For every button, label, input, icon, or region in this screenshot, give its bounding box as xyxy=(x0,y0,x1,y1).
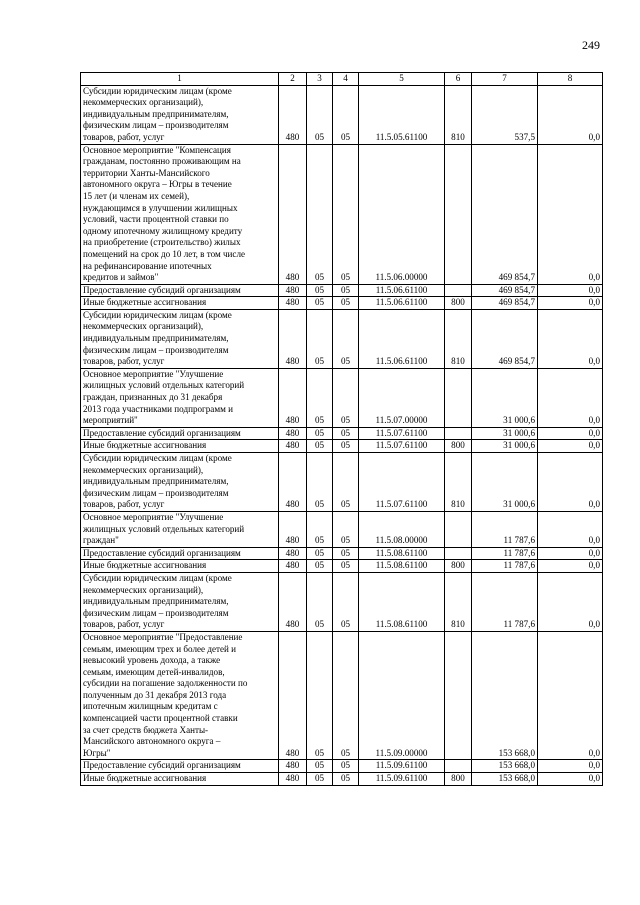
row-target-article-cell: 11.5.07.61100 xyxy=(359,440,445,453)
table-row xyxy=(81,453,603,512)
row-name-cell: Предоставление субсидий организациям xyxy=(81,760,279,773)
column-header: 8 xyxy=(538,73,603,86)
row-amount-cell: 469 854,7 xyxy=(472,297,538,310)
row-amount-2-cell: 0,0 xyxy=(538,297,603,310)
row-code-cell: 480 xyxy=(279,560,307,573)
row-subsection-cell: 05 xyxy=(333,144,359,284)
row-amount-2-cell: 0,0 xyxy=(538,309,603,368)
row-code-cell: 480 xyxy=(279,309,307,368)
row-expense-type-cell xyxy=(445,511,472,547)
table-row xyxy=(81,560,603,573)
row-target-article-cell: 11.5.08.61100 xyxy=(359,572,445,631)
row-subsection-cell: 05 xyxy=(333,572,359,631)
row-section-cell: 05 xyxy=(307,85,333,144)
row-amount-2-cell: 0,0 xyxy=(538,511,603,547)
row-section-cell: 05 xyxy=(307,297,333,310)
row-name-cell: Основное мероприятие "Улучшение жилищных условий отдельных категорий граждан" xyxy=(81,511,279,547)
table-row xyxy=(81,440,603,453)
row-subsection-cell: 05 xyxy=(333,560,359,573)
table-row xyxy=(81,368,603,427)
row-amount-cell: 537,5 xyxy=(472,85,538,144)
row-name-cell: Субсидии юридическим лицам (кроме некоммерческих организаций), индивидуальным предпринимателям, физическим лицам – производителям товаров, работ, услуг xyxy=(81,309,279,368)
row-amount-cell: 11 787,6 xyxy=(472,511,538,547)
row-amount-cell: 153 668,0 xyxy=(472,631,538,760)
row-code-cell: 480 xyxy=(279,453,307,512)
row-subsection-cell: 05 xyxy=(333,427,359,440)
row-target-article-cell: 11.5.07.00000 xyxy=(359,368,445,427)
row-amount-cell: 469 854,7 xyxy=(472,144,538,284)
row-subsection-cell: 05 xyxy=(333,547,359,560)
row-target-article-cell: 11.5.06.61100 xyxy=(359,297,445,310)
row-expense-type-cell xyxy=(445,284,472,297)
table-row xyxy=(81,284,603,297)
row-code-cell: 480 xyxy=(279,144,307,284)
column-header: 3 xyxy=(307,73,333,86)
row-code-cell: 480 xyxy=(279,572,307,631)
table-row xyxy=(81,511,603,547)
row-name-cell: Иные бюджетные ассигнования xyxy=(81,440,279,453)
row-code-cell: 480 xyxy=(279,297,307,310)
table-row xyxy=(81,773,603,786)
row-section-cell: 05 xyxy=(307,572,333,631)
row-subsection-cell: 05 xyxy=(333,453,359,512)
row-expense-type-cell: 810 xyxy=(445,85,472,144)
row-amount-cell: 153 668,0 xyxy=(472,760,538,773)
row-target-article-cell: 11.5.07.61100 xyxy=(359,427,445,440)
row-subsection-cell: 05 xyxy=(333,773,359,786)
row-expense-type-cell: 800 xyxy=(445,440,472,453)
row-subsection-cell: 05 xyxy=(333,631,359,760)
table-row xyxy=(81,144,603,284)
row-section-cell: 05 xyxy=(307,144,333,284)
row-section-cell: 05 xyxy=(307,760,333,773)
budget-table xyxy=(80,72,603,786)
table-row xyxy=(81,297,603,310)
row-subsection-cell: 05 xyxy=(333,760,359,773)
row-amount-2-cell: 0,0 xyxy=(538,572,603,631)
row-target-article-cell: 11.5.05.61100 xyxy=(359,85,445,144)
row-code-cell: 480 xyxy=(279,368,307,427)
row-amount-2-cell: 0,0 xyxy=(538,760,603,773)
row-code-cell: 480 xyxy=(279,440,307,453)
row-section-cell: 05 xyxy=(307,284,333,297)
row-amount-2-cell: 0,0 xyxy=(538,560,603,573)
row-name-cell: Предоставление субсидий организациям xyxy=(81,547,279,560)
row-expense-type-cell: 810 xyxy=(445,309,472,368)
row-name-cell: Субсидии юридическим лицам (кроме некоммерческих организаций), индивидуальным предпринимателям, физическим лицам – производителям товаров, работ, услуг xyxy=(81,453,279,512)
row-amount-cell: 153 668,0 xyxy=(472,773,538,786)
row-target-article-cell: 11.5.08.61100 xyxy=(359,560,445,573)
row-code-cell: 480 xyxy=(279,760,307,773)
row-code-cell: 480 xyxy=(279,427,307,440)
row-name-cell: Субсидии юридическим лицам (кроме некоммерческих организаций), индивидуальным предпринимателям, физическим лицам – производителям товаров, работ, услуг xyxy=(81,572,279,631)
row-amount-2-cell: 0,0 xyxy=(538,85,603,144)
row-subsection-cell: 05 xyxy=(333,309,359,368)
row-amount-2-cell: 0,0 xyxy=(538,427,603,440)
row-section-cell: 05 xyxy=(307,368,333,427)
row-section-cell: 05 xyxy=(307,547,333,560)
row-expense-type-cell: 800 xyxy=(445,773,472,786)
row-amount-cell: 11 787,6 xyxy=(472,560,538,573)
row-section-cell: 05 xyxy=(307,453,333,512)
row-amount-cell: 11 787,6 xyxy=(472,547,538,560)
row-expense-type-cell: 810 xyxy=(445,453,472,512)
row-section-cell: 05 xyxy=(307,631,333,760)
row-name-cell: Основное мероприятие "Компенсация гражданам, постоянно проживающим на территории Ханты-Мансийского автономного округа – Югры в течение 15 лет (и членам их семей), нуждающимся в улучшении жилищных условий, части процентной ставки по одному ипотечному жилищному кредиту на приобретение (строительство) жилых помещений на срок до 10 лет, в том числе на рефинансирование ипотечных кредитов и займов" xyxy=(81,144,279,284)
row-expense-type-cell xyxy=(445,631,472,760)
row-target-article-cell: 11.5.06.61100 xyxy=(359,284,445,297)
row-expense-type-cell: 810 xyxy=(445,572,472,631)
row-subsection-cell: 05 xyxy=(333,284,359,297)
row-amount-2-cell: 0,0 xyxy=(538,547,603,560)
row-amount-cell: 469 854,7 xyxy=(472,309,538,368)
row-subsection-cell: 05 xyxy=(333,440,359,453)
row-section-cell: 05 xyxy=(307,511,333,547)
row-amount-2-cell: 0,0 xyxy=(538,773,603,786)
row-amount-2-cell: 0,0 xyxy=(538,144,603,284)
column-header: 6 xyxy=(445,73,472,86)
row-section-cell: 05 xyxy=(307,773,333,786)
column-header: 2 xyxy=(279,73,307,86)
row-code-cell: 480 xyxy=(279,284,307,297)
row-amount-cell: 31 000,6 xyxy=(472,427,538,440)
column-header: 5 xyxy=(359,73,445,86)
row-amount-cell: 11 787,6 xyxy=(472,572,538,631)
row-amount-cell: 31 000,6 xyxy=(472,453,538,512)
row-code-cell: 480 xyxy=(279,631,307,760)
row-expense-type-cell xyxy=(445,547,472,560)
row-target-article-cell: 11.5.09.00000 xyxy=(359,631,445,760)
header-row xyxy=(81,73,603,86)
table-row xyxy=(81,85,603,144)
row-target-article-cell: 11.5.06.61100 xyxy=(359,309,445,368)
row-code-cell: 480 xyxy=(279,773,307,786)
row-amount-cell: 31 000,6 xyxy=(472,368,538,427)
row-name-cell: Основное мероприятие "Предоставление семьям, имеющим трех и более детей и невысокий уровень дохода, а также семьям, имеющим детей-инвалидов, субсидии на погашение задолженности по полученным до 31 декабря 2013 года ипотечным жилищным кредитам с компенсацией части процентной ставки за счет средств бюджета Ханты- Мансийского автономного округа – Югры" xyxy=(81,631,279,760)
row-target-article-cell: 11.5.09.61100 xyxy=(359,760,445,773)
table-row xyxy=(81,760,603,773)
row-amount-2-cell: 0,0 xyxy=(538,631,603,760)
row-expense-type-cell xyxy=(445,427,472,440)
row-name-cell: Субсидии юридическим лицам (кроме некоммерческих организаций), индивидуальным предпринимателям, физическим лицам – производителям товаров, работ, услуг xyxy=(81,85,279,144)
row-subsection-cell: 05 xyxy=(333,511,359,547)
row-target-article-cell: 11.5.08.61100 xyxy=(359,547,445,560)
page-number: 249 xyxy=(582,38,600,52)
row-code-cell: 480 xyxy=(279,511,307,547)
table-row xyxy=(81,309,603,368)
row-amount-2-cell: 0,0 xyxy=(538,453,603,512)
row-amount-2-cell: 0,0 xyxy=(538,368,603,427)
row-target-article-cell: 11.5.09.61100 xyxy=(359,773,445,786)
row-subsection-cell: 05 xyxy=(333,297,359,310)
row-expense-type-cell xyxy=(445,368,472,427)
row-code-cell: 480 xyxy=(279,85,307,144)
row-amount-2-cell: 0,0 xyxy=(538,284,603,297)
row-name-cell: Иные бюджетные ассигнования xyxy=(81,560,279,573)
row-section-cell: 05 xyxy=(307,440,333,453)
column-header: 1 xyxy=(81,73,279,86)
row-name-cell: Предоставление субсидий организациям xyxy=(81,284,279,297)
row-expense-type-cell: 800 xyxy=(445,297,472,310)
table-row xyxy=(81,547,603,560)
row-code-cell: 480 xyxy=(279,547,307,560)
row-section-cell: 05 xyxy=(307,309,333,368)
row-amount-cell: 31 000,6 xyxy=(472,440,538,453)
table-row xyxy=(81,572,603,631)
row-expense-type-cell: 800 xyxy=(445,560,472,573)
row-name-cell: Иные бюджетные ассигнования xyxy=(81,297,279,310)
row-target-article-cell: 11.5.07.61100 xyxy=(359,453,445,512)
row-name-cell: Основное мероприятие "Улучшение жилищных условий отдельных категорий граждан, признанных до 31 декабря 2013 года участниками подпрограмм и мероприятий" xyxy=(81,368,279,427)
row-section-cell: 05 xyxy=(307,427,333,440)
column-header: 4 xyxy=(333,73,359,86)
column-header: 7 xyxy=(472,73,538,86)
table-row xyxy=(81,631,603,760)
row-name-cell: Иные бюджетные ассигнования xyxy=(81,773,279,786)
row-subsection-cell: 05 xyxy=(333,368,359,427)
row-target-article-cell: 11.5.06.00000 xyxy=(359,144,445,284)
row-target-article-cell: 11.5.08.00000 xyxy=(359,511,445,547)
row-expense-type-cell xyxy=(445,760,472,773)
row-name-cell: Предоставление субсидий организациям xyxy=(81,427,279,440)
row-section-cell: 05 xyxy=(307,560,333,573)
row-expense-type-cell xyxy=(445,144,472,284)
row-amount-2-cell: 0,0 xyxy=(538,440,603,453)
table-row xyxy=(81,427,603,440)
row-subsection-cell: 05 xyxy=(333,85,359,144)
row-amount-cell: 469 854,7 xyxy=(472,284,538,297)
